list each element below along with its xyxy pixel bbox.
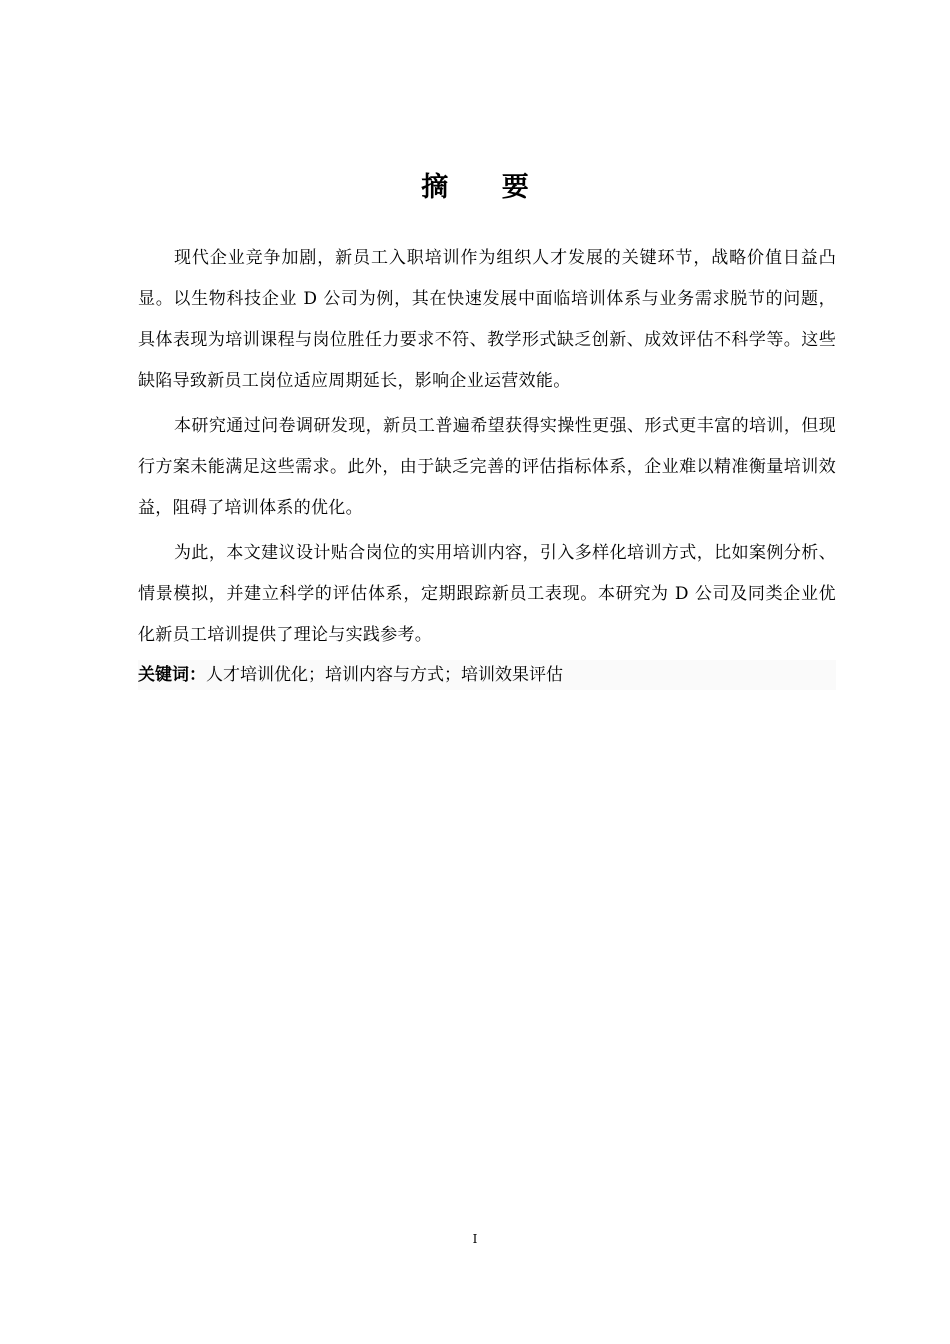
- page-number: I: [472, 1232, 478, 1246]
- keywords-line: [138, 660, 836, 690]
- abstract-title: 摘 要: [421, 172, 551, 203]
- keywords-text: 人才培训优化；培训内容与方式；培训效果评估: [206, 665, 563, 685]
- abstract-body: [138, 238, 836, 690]
- abstract-paragraph-3: 为此，本文建议设计贴合岗位的实用培训内容，引入多样化培训方式，比如案例分析、情景模拟，并建立科学的评估体系，定期跟踪新员工表现。本研究为 D 公司及同类企业优化新员工培训提供了理论与实践参考。: [138, 543, 836, 645]
- abstract-paragraph-1: 现代企业竞争加剧，新员工入职培训作为组织人才发展的关键环节，战略价值日益凸显。以生物科技企业 D 公司为例，其在快速发展中面临培训体系与业务需求脱节的问题，具体表现为培训课程与岗位胜任力要求不符、教学形式缺乏创新、成效评估不科学等。这些缺陷导致新员工岗位适应周期延长，影响企业运营效能。: [138, 248, 836, 391]
- keywords-label: 关键词：: [138, 665, 206, 685]
- abstract-paragraph-2: 本研究通过问卷调研发现，新员工普遍希望获得实操性更强、形式更丰富的培训，但现行方案未能满足这些需求。此外，由于缺乏完善的评估指标体系，企业难以精准衡量培训效益，阻碍了培训体系的优化。: [138, 416, 836, 518]
